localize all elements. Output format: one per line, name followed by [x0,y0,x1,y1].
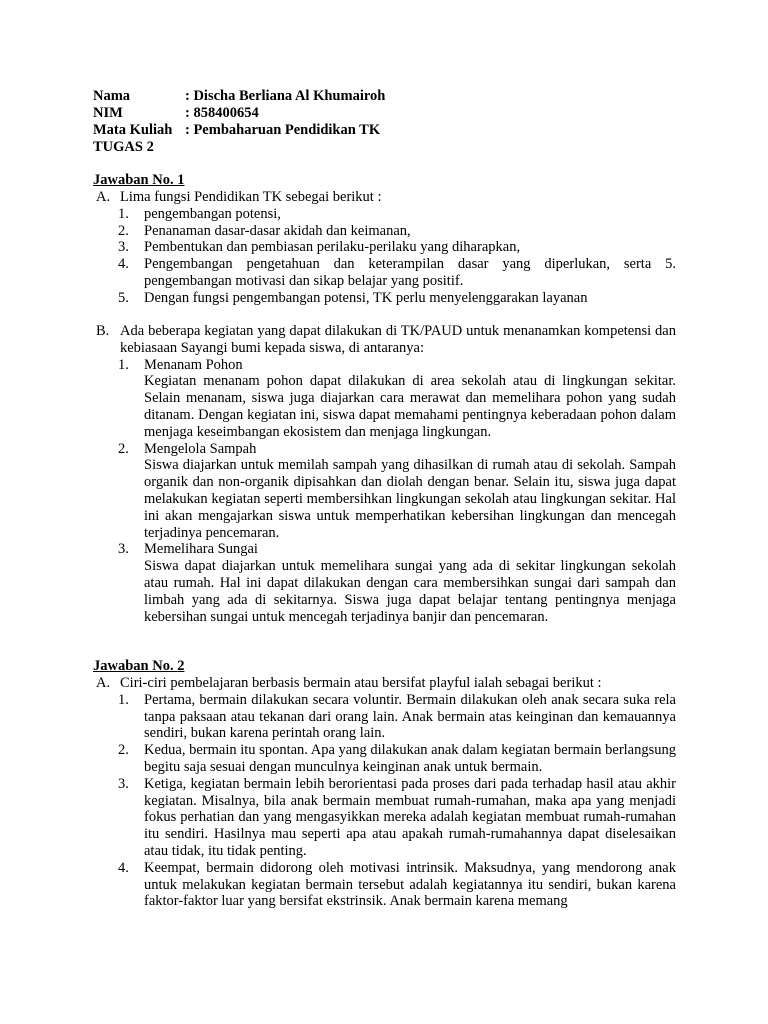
j1-a-intro: Lima fungsi Pendidikan TK sebegai berikut : [120,189,382,205]
item-title: Menanam Pohon [144,356,243,373]
j1-section-b [96,323,676,625]
item-text: Siswa diajarkan untuk memilah sampah yang dihasilkan di rumah atau di sekolah. Sampah organik dan non-organik dipisahkan dan diolah dengan benar. Selain itu, siswa juga dapat melakukan kegiatan seperti membersihkan lingkungan sekolah atau lingkungan sekitar. Hal ini akan mengajarkan siswa untuk memperhatikan kebersihan lingkungan dan mencegah terjadinya pencemaran. [144,457,676,541]
j1-b-intro: Ada beberapa kegiatan yang dapat dilakukan di TK/PAUD untuk menanamkan kompetensi dan kebiasaan Sayangi bumi kepada siswa, di antaranya: [120,323,676,356]
item-text: Kegiatan menanam pohon dapat dilakukan di area sekolah atau di lingkungan sekitar. Selain menanam, siswa juga diajarkan cara merawat dan memelihara pohon yang sudah ditanam. Dengan kegiatan ini, siswa dapat memahami pentingnya keberadaan pohon dalam menjaga keseimbangan ekosistem dan menjaga lingkungan. [144,373,676,440]
j2-a-marker: A. [96,675,111,691]
student-info [93,88,493,156]
item-number: 2. [118,440,129,457]
item-number: 1. [118,356,129,373]
item-title: Memelihara Sungai [144,541,258,558]
item-title: Mengelola Sampah [144,440,257,457]
list-item [96,239,676,256]
nama-value: : Discha Berliana Al Khumairoh [185,88,386,104]
j2-a-list [96,692,676,910]
item-number: 3. [118,541,129,558]
item-text: Keempat, bermain didorong oleh motivasi intrinsik. Maksudnya, yang mendorong anak untuk melakukan kegiatan bermain tersebut adalah kegiatannya itu sendiri, bukan karena faktor-faktor luar yang bersifat ekstrinsik. Anak bermain karena memang [144,859,676,910]
list-item [96,776,676,860]
item-text: Pengembangan pengetahuan dan keterampilan dasar yang diperlukan, serta 5. pengembangan motivasi dan sikap belajar yang positif. [144,256,676,289]
j1-b-list [96,357,676,626]
item-text: Kedua, bermain itu spontan. Apa yang dilakukan anak dalam kegiatan bermain berlangsung begitu saja sesuai dengan munculnya keinginan anak untuk bermain. [144,742,676,775]
list-item [96,742,676,776]
item-number: 2. [118,742,129,759]
nama-label: Nama [93,88,131,104]
item-text: Pertama, bermain dilakukan secara voluntir. Bermain dilakukan oleh anak secara suka rela tanpa paksaan atau tekanan dari orang lain. Anak bermain atas keinginan dan kemauannya sendiri, bukan karena perintah orang lain. [144,691,676,742]
list-item [96,223,676,240]
item-number: 4. [118,859,129,876]
j1-b-marker: B. [96,323,110,339]
jawaban-1-heading: Jawaban No. 1 [93,172,185,188]
item-text: pengembangan potensi, [144,205,281,222]
tugas-title: TUGAS 2 [93,139,154,155]
list-item [96,357,676,441]
item-text: Ketiga, kegiatan bermain lebih berorientasi pada proses dari pada terhadap hasil atau akhir kegiatan. Misalnya, bila anak bermain membuat rumah-rumahan, maka apa yang menjadi fokus perhatian dan yang mengasyikkan mereka adalah kegiatan membuat rumah-rumahan itu sendiri. Hasilnya mau seperti apa atau apakah rumah-rumahannya dapat diselesaikan atau tidak, itu tidak penting. [144,775,676,859]
j2-a-intro: Ciri-ciri pembelajaran berbasis bermain atau bersifat playful ialah sebagai berikut : [120,675,602,691]
item-text: Pembentukan dan pembiasan perilaku-perilaku yang diharapkan, [144,239,521,256]
list-item [96,541,676,625]
nim-label: NIM [93,105,123,121]
list-item [96,692,676,742]
j1-a-list [96,206,676,307]
list-item [96,206,676,223]
j1-a-marker: A. [96,189,111,205]
item-number: 4. [118,256,129,273]
item-number: 5. [118,289,129,306]
j1-section-a [96,189,676,307]
item-text: Dengan fungsi pengembangan potensi, TK perlu menyelenggarakan layanan [144,289,588,306]
list-item [96,256,676,290]
mata-kuliah-label: Mata Kuliah [93,122,173,138]
jawaban-2-heading: Jawaban No. 2 [93,658,185,674]
item-number: 1. [118,691,129,708]
list-item [96,860,676,910]
list-item [96,441,676,542]
j2-section-a [96,675,676,910]
item-number: 3. [118,775,129,792]
mata-kuliah-value: : Pembaharuan Pendidikan TK [185,122,381,138]
item-number: 2. [118,222,129,239]
list-item [96,290,676,307]
item-text: Siswa dapat diajarkan untuk memelihara sungai yang ada di sekitar lingkungan sekolah atau rumah. Hal ini dapat dilakukan dengan cara membersihkan sungai dari sampah dan limbah yang ada di sekitarnya. Siswa juga dapat belajar tentang pentingnya menjaga kebersihan sungai untuk mencegah terjadinya banjir dan pencemaran. [144,558,676,625]
item-number: 3. [118,239,129,256]
item-text: Penanaman dasar-dasar akidah dan keimanan, [144,222,411,239]
nim-value: : 858400654 [185,105,259,121]
item-number: 1. [118,205,129,222]
